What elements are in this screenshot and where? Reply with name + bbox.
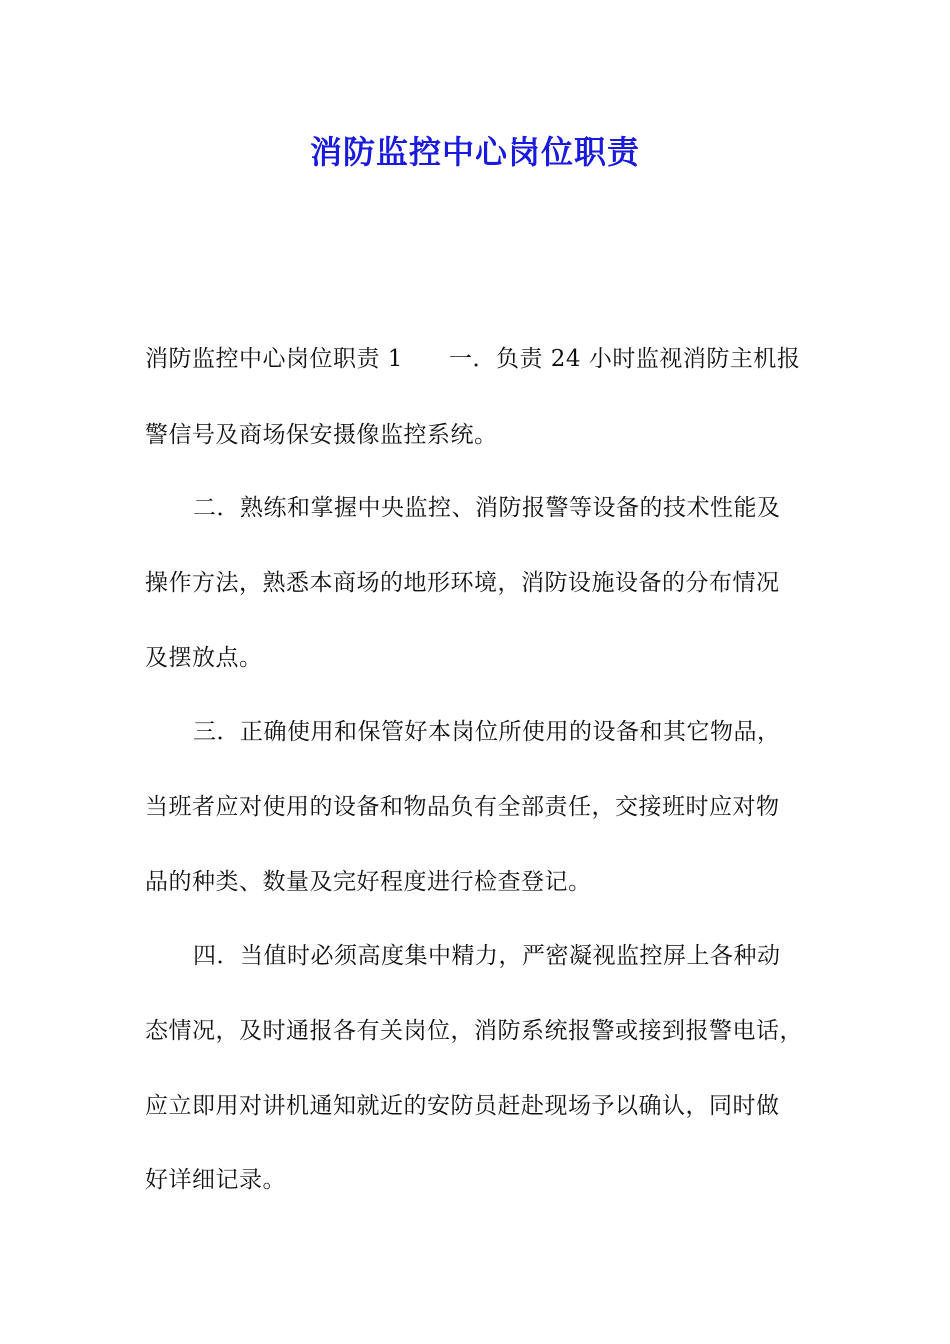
paragraph-line: 及摆放点。 — [145, 645, 263, 671]
paragraph-line: 二．熟练和掌握中央监控、消防报警等设备的技术性能及 — [193, 495, 781, 521]
paragraph-line: 态情况，及时通报各有关岗位，消防系统报警或接到报警电话， — [145, 1018, 803, 1044]
document-title: 消防监控中心岗位职责 — [309, 133, 640, 171]
paragraph-line: 操作方法，熟悉本商场的地形环境，消防设施设备的分布情况 — [145, 570, 780, 596]
paragraph-heading: 消防监控中心岗位职责 1 — [145, 346, 403, 372]
paragraph-text: 一．负责 24 小时监视消防主机报 — [448, 346, 801, 372]
paragraph-line — [145, 343, 825, 375]
paragraph-line: 四．当值时必须高度集中精力，严密凝视监控屏上各种动 — [193, 943, 781, 969]
paragraph-line: 三．正确使用和保管好本岗位所使用的设备和其它物品， — [193, 719, 781, 745]
paragraph-line: 品的种类、数量及完好程度进行检查登记。 — [145, 869, 592, 895]
paragraph-line: 警信号及商场保安摄像监控系统。 — [145, 422, 498, 448]
paragraph-line: 应立即用对讲机通知就近的安防员赶赴现场予以确认，同时做 — [145, 1093, 780, 1119]
paragraph-line: 好详细记录。 — [145, 1167, 286, 1193]
paragraph-line: 当班者应对使用的设备和物品负有全部责任，交接班时应对物 — [145, 794, 780, 820]
